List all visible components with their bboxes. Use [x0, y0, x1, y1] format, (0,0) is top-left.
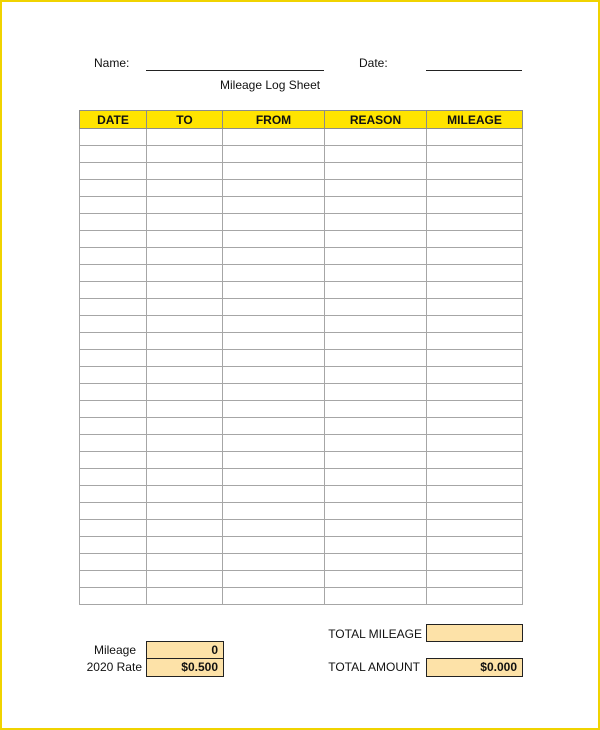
cell-mileage[interactable]: [427, 350, 523, 367]
cell-reason[interactable]: [325, 163, 427, 180]
cell-reason[interactable]: [325, 469, 427, 486]
total-amount-label: TOTAL AMOUNT: [328, 660, 420, 674]
cell-date[interactable]: [80, 452, 147, 469]
total-amount-value: $0.000: [426, 658, 523, 677]
cell-from[interactable]: [223, 333, 325, 350]
cell-from[interactable]: [223, 146, 325, 163]
table-row: [80, 520, 523, 537]
cell-from[interactable]: [223, 265, 325, 282]
cell-reason[interactable]: [325, 571, 427, 588]
table-row: [80, 452, 523, 469]
cell-date[interactable]: [80, 231, 147, 248]
cell-to[interactable]: [147, 350, 223, 367]
cell-mileage[interactable]: [427, 163, 523, 180]
cell-from[interactable]: [223, 350, 325, 367]
cell-mileage[interactable]: [427, 180, 523, 197]
cell-to[interactable]: [147, 571, 223, 588]
cell-reason[interactable]: [325, 401, 427, 418]
cell-reason[interactable]: [325, 588, 427, 605]
cell-mileage[interactable]: [427, 265, 523, 282]
cell-mileage[interactable]: [427, 435, 523, 452]
cell-to[interactable]: [147, 231, 223, 248]
cell-from[interactable]: [223, 520, 325, 537]
cell-to[interactable]: [147, 537, 223, 554]
table-row: [80, 350, 523, 367]
cell-to[interactable]: [147, 401, 223, 418]
cell-reason[interactable]: [325, 486, 427, 503]
table-header-row: [80, 111, 523, 129]
table-row: [80, 214, 523, 231]
cell-from[interactable]: [223, 469, 325, 486]
cell-reason[interactable]: [325, 316, 427, 333]
cell-date[interactable]: [80, 469, 147, 486]
table-row: [80, 299, 523, 316]
cell-reason[interactable]: [325, 248, 427, 265]
date-field[interactable]: [426, 70, 522, 71]
cell-reason[interactable]: [325, 214, 427, 231]
cell-from[interactable]: [223, 180, 325, 197]
cell-date[interactable]: [80, 248, 147, 265]
table-row: [80, 163, 523, 180]
cell-date[interactable]: [80, 588, 147, 605]
cell-to[interactable]: [147, 316, 223, 333]
cell-to[interactable]: [147, 265, 223, 282]
cell-reason[interactable]: [325, 197, 427, 214]
table-row: [80, 197, 523, 214]
cell-to[interactable]: [147, 146, 223, 163]
cell-from[interactable]: [223, 571, 325, 588]
cell-reason[interactable]: [325, 554, 427, 571]
cell-mileage[interactable]: [427, 588, 523, 605]
cell-to[interactable]: [147, 333, 223, 350]
cell-reason[interactable]: [325, 418, 427, 435]
cell-from[interactable]: [223, 537, 325, 554]
cell-mileage[interactable]: [427, 367, 523, 384]
column-header-date: DATE: [80, 111, 147, 129]
column-header-from: FROM: [223, 111, 325, 129]
cell-reason[interactable]: [325, 231, 427, 248]
table-row: [80, 401, 523, 418]
cell-to[interactable]: [147, 469, 223, 486]
table-row: [80, 469, 523, 486]
cell-mileage[interactable]: [427, 503, 523, 520]
table-row: [80, 231, 523, 248]
cell-to[interactable]: [147, 214, 223, 231]
cell-to[interactable]: [147, 129, 223, 146]
mileage-label: Mileage: [93, 643, 136, 657]
cell-reason[interactable]: [325, 333, 427, 350]
table-row: [80, 282, 523, 299]
column-header-mileage: MILEAGE: [427, 111, 523, 129]
cell-to[interactable]: [147, 367, 223, 384]
cell-from[interactable]: [223, 163, 325, 180]
cell-date[interactable]: [80, 265, 147, 282]
table-row: [80, 180, 523, 197]
cell-from[interactable]: [223, 486, 325, 503]
cell-from[interactable]: [223, 248, 325, 265]
cell-from[interactable]: [223, 554, 325, 571]
total-mileage-value: [426, 624, 523, 642]
table-row: [80, 418, 523, 435]
cell-from[interactable]: [223, 282, 325, 299]
cell-date[interactable]: [80, 299, 147, 316]
cell-date[interactable]: [80, 520, 147, 537]
date-label: Date:: [359, 56, 388, 70]
cell-mileage[interactable]: [427, 333, 523, 350]
cell-reason[interactable]: [325, 367, 427, 384]
cell-to[interactable]: [147, 299, 223, 316]
cell-to[interactable]: [147, 503, 223, 520]
cell-date[interactable]: [80, 163, 147, 180]
table-row: [80, 435, 523, 452]
cell-date[interactable]: [80, 316, 147, 333]
column-header-reason: REASON: [325, 111, 427, 129]
cell-to[interactable]: [147, 384, 223, 401]
cell-from[interactable]: [223, 214, 325, 231]
table-row: [80, 588, 523, 605]
cell-date[interactable]: [80, 146, 147, 163]
cell-to[interactable]: [147, 520, 223, 537]
cell-date[interactable]: [80, 129, 147, 146]
cell-from[interactable]: [223, 452, 325, 469]
table-row: [80, 333, 523, 350]
rate-input[interactable]: $0.500: [146, 658, 224, 677]
cell-mileage[interactable]: [427, 248, 523, 265]
cell-mileage[interactable]: [427, 129, 523, 146]
cell-to[interactable]: [147, 452, 223, 469]
cell-mileage[interactable]: [427, 146, 523, 163]
mileage-log-table: [79, 110, 523, 605]
cell-from[interactable]: [223, 299, 325, 316]
cell-to[interactable]: [147, 248, 223, 265]
table-row: [80, 554, 523, 571]
cell-to[interactable]: [147, 435, 223, 452]
cell-reason[interactable]: [325, 537, 427, 554]
cell-from[interactable]: [223, 129, 325, 146]
cell-date[interactable]: [80, 435, 147, 452]
cell-mileage[interactable]: [427, 214, 523, 231]
cell-mileage[interactable]: [427, 452, 523, 469]
cell-to[interactable]: [147, 418, 223, 435]
cell-date[interactable]: [80, 384, 147, 401]
cell-reason[interactable]: [325, 520, 427, 537]
mileage-input[interactable]: 0: [146, 641, 224, 660]
cell-mileage[interactable]: [427, 316, 523, 333]
cell-to[interactable]: [147, 588, 223, 605]
table-row: [80, 248, 523, 265]
cell-from[interactable]: [223, 435, 325, 452]
table-row: [80, 503, 523, 520]
cell-date[interactable]: [80, 503, 147, 520]
name-field[interactable]: [146, 70, 324, 71]
cell-reason[interactable]: [325, 452, 427, 469]
cell-mileage[interactable]: [427, 469, 523, 486]
cell-to[interactable]: [147, 554, 223, 571]
cell-to[interactable]: [147, 282, 223, 299]
cell-date[interactable]: [80, 350, 147, 367]
cell-mileage[interactable]: [427, 486, 523, 503]
cell-from[interactable]: [223, 401, 325, 418]
column-header-to: TO: [147, 111, 223, 129]
cell-from[interactable]: [223, 197, 325, 214]
cell-reason[interactable]: [325, 180, 427, 197]
cell-mileage[interactable]: [427, 299, 523, 316]
cell-date[interactable]: [80, 401, 147, 418]
cell-date[interactable]: [80, 554, 147, 571]
cell-date[interactable]: [80, 214, 147, 231]
table-row: [80, 537, 523, 554]
cell-mileage[interactable]: [427, 571, 523, 588]
table-row: [80, 316, 523, 333]
cell-mileage[interactable]: [427, 231, 523, 248]
cell-to[interactable]: [147, 163, 223, 180]
cell-date[interactable]: [80, 197, 147, 214]
table-row: [80, 384, 523, 401]
cell-reason[interactable]: [325, 265, 427, 282]
cell-date[interactable]: [80, 333, 147, 350]
cell-to[interactable]: [147, 180, 223, 197]
cell-date[interactable]: [80, 282, 147, 299]
cell-from[interactable]: [223, 231, 325, 248]
cell-mileage[interactable]: [427, 282, 523, 299]
cell-mileage[interactable]: [427, 384, 523, 401]
cell-date[interactable]: [80, 486, 147, 503]
cell-date[interactable]: [80, 367, 147, 384]
table-row: [80, 146, 523, 163]
cell-mileage[interactable]: [427, 537, 523, 554]
cell-date[interactable]: [80, 418, 147, 435]
table-row: [80, 129, 523, 146]
table-row: [80, 571, 523, 588]
cell-from[interactable]: [223, 418, 325, 435]
cell-reason[interactable]: [325, 299, 427, 316]
sheet-title: Mileage Log Sheet: [220, 78, 321, 92]
cell-date[interactable]: [80, 180, 147, 197]
cell-from[interactable]: [223, 367, 325, 384]
table-row: [80, 265, 523, 282]
cell-from[interactable]: [223, 588, 325, 605]
cell-to[interactable]: [147, 197, 223, 214]
cell-reason[interactable]: [325, 282, 427, 299]
total-mileage-label: TOTAL MILEAGE: [328, 627, 422, 641]
cell-from[interactable]: [223, 316, 325, 333]
rate-label: 2020 Rate: [86, 660, 142, 674]
cell-reason[interactable]: [325, 350, 427, 367]
cell-reason[interactable]: [325, 435, 427, 452]
cell-to[interactable]: [147, 486, 223, 503]
table-row: [80, 367, 523, 384]
cell-mileage[interactable]: [427, 554, 523, 571]
cell-date[interactable]: [80, 537, 147, 554]
cell-reason[interactable]: [325, 129, 427, 146]
table-row: [80, 486, 523, 503]
cell-reason[interactable]: [325, 146, 427, 163]
cell-mileage[interactable]: [427, 197, 523, 214]
cell-mileage[interactable]: [427, 520, 523, 537]
cell-from[interactable]: [223, 503, 325, 520]
cell-reason[interactable]: [325, 503, 427, 520]
name-label: Name:: [94, 56, 130, 70]
cell-reason[interactable]: [325, 384, 427, 401]
cell-from[interactable]: [223, 384, 325, 401]
cell-mileage[interactable]: [427, 418, 523, 435]
cell-mileage[interactable]: [427, 401, 523, 418]
cell-date[interactable]: [80, 571, 147, 588]
